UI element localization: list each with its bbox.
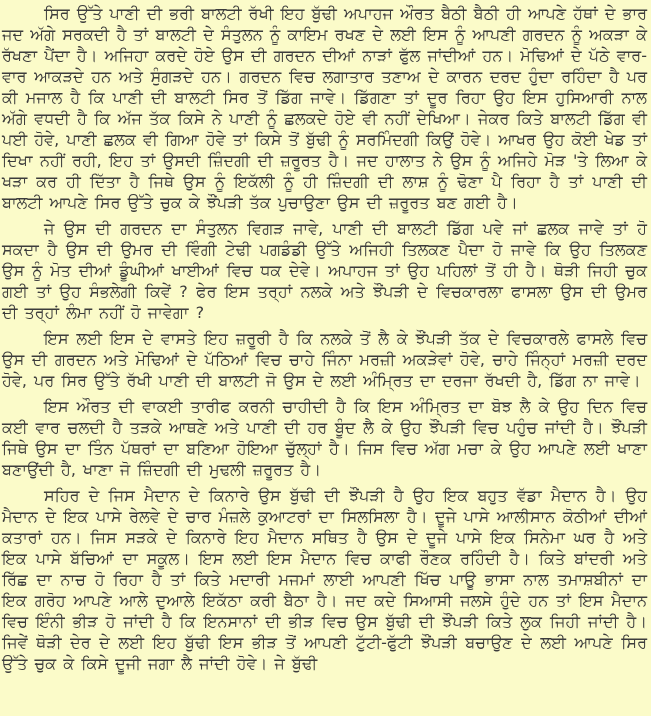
- paragraph-1: ਸਿਰ ਉੱਤੇ ਪਾਣੀ ਦੀ ਭਰੀ ਬਾਲਟੀ ਰੱਖੀ ਇਹ ਬੁੱਢੀ ਅਪਾਹਜ ਔਰਤ ਬੈਠੀ ਬੈਠੀ ਹੀ ਆਪਣੇ ਹੱਥਾਂ ਦੇ ਭਾਰ ਜਦ ਅੱਗੇ ਸਰਕਦੀ ਹੈ ਤਾਂ ਬਾਲਟੀ ਦੇ ਸੰਤੁਲਨ ਨੂੰ ਕਾਇਮ ਰਖਣ ਦੇ ਲਈ ਇਸ ਨੂੰ ਆਪਣੀ ਗਰਦਨ ਨੂੰ ਅਕੜਾ ਕੇ ਰੱਖਣਾ ਪੈਂਦਾ ਹੈ। ਅਜਿਹਾ ਕਰਦੇ ਹੋਏ ਉਸ ਦੀ ਗਰਦਨ ਦੀਆਂ ਨਾੜਾਂ ਫੁੱਲ ਜਾਂਦੀਆਂ ਹਨ। ਮੋਢਿਆਂ ਦੇ ਪੱਠੇ ਵਾਰ-ਵਾਰ ਆਕੜਦੇ ਹਨ ਅਤੇ ਸੁੰਗੜਦੇ ਹਨ। ਗਰਦਨ ਵਿਚ ਲਗਾਤਾਰ ਤਣਾਅ ਦੇ ਕਾਰਨ ਦਰਦ ਹੁੰਦਾ ਰਹਿੰਦਾ ਹੈ ਪਰ ਕੀ ਮਜਾਲ ਹੈ ਕਿ ਪਾਣੀ ਦੀ ਬਾਲਟੀ ਸਿਰ ਤੋਂ ਡਿੱਗ ਜਾਵੇ। ਡਿੱਗਣਾ ਤਾਂ ਦੂਰ ਰਿਹਾ ਉਹ ਇਸ ਹੁਸਿਆਰੀ ਨਾਲ ਅੱਗੇ ਵਧਦੀ ਹੈ ਕਿ ਅੱਜ ਤੱਕ ਕਿਸੇ ਨੇ ਪਾਣੀ ਨੂੰ ਛਲਕਦੇ ਹੋਏ ਵੀ ਨਹੀਂ ਦੇਖਿਆ। ਜੇਕਰ ਕਿਤੇ ਬਾਲਟੀ ਡਿੱਗ ਵੀ ਪਈ ਹੋਵੇ, ਪਾਣੀ ਛਲਕ ਵੀ ਗਿਆ ਹੋਵੇ ਤਾਂ ਕਿਸੇ ਤੋਂ ਬੁੱਢੀ ਨੂੰ ਸਰਮਿੰਦਗੀ ਕਿਉਂ ਹੋਵੇ। ਆਖਰ ਉਹ ਕੋਈ ਖੇਡ ਤਾਂ ਦਿਖਾ ਨਹੀਂ ਰਹੀ, ਇਹ ਤਾਂ ਉਸਦੀ ਜ਼ਿੰਦਗੀ ਦੀ ਜ਼ਰੂਰਤ ਹੈ। ਜਦ ਹਾਲਾਤ ਨੇ ਉਸ ਨੂੰ ਅਜਿਹੇ ਮੋੜ 'ਤੇ ਲਿਆ ਕੇ ਖੜਾ ਕਰ ਹੀ ਦਿੱਤਾ ਹੈ ਜਿਥੇ ਉਸ ਨੂੰ ਇਕੱਲੀ ਨੂੰ ਹੀ ਜ਼ਿੰਦਗੀ ਦੀ ਲਾਸ਼ ਨੂੰ ਢੋਣਾ ਪੈ ਰਿਹਾ ਹੈ ਤਾਂ ਪਾਣੀ ਦੀ ਬਾਲਟੀ ਆਪਣੇ ਸਿਰ ਉੱਤੇ ਚੁਕ ਕੇ ਝੌਂਪੜੀ ਤੱਕ ਪੁਚਾਉਣਾ ਉਸ ਦੀ ਜ਼ਰੂਰਤ ਬਣ ਗਈ ਹੈ।: [2, 4, 647, 212]
- paragraph-2: ਜੇ ਉਸ ਦੀ ਗਰਦਨ ਦਾ ਸੰਤੁਲਨ ਵਿਗੜ ਜਾਵੇ, ਪਾਣੀ ਦੀ ਬਾਲਟੀ ਡਿੱਗ ਪਵੇ ਜਾਂ ਛਲਕ ਜਾਵੇ ਤਾਂ ਹੋ ਸਕਦਾ ਹੈ ਉਸ ਦੀ ਉਮਰ ਦੀ ਵਿੰਗੀ ਟੇਢੀ ਪਗਡੰਡੀ ਉੱਤੇ ਅਜਿਹੀ ਤਿਲਕਣ ਪੈਦਾ ਹੋ ਜਾਵੇ ਕਿ ਉਹ ਤਿਲਕਣ ਉਸ ਨੂੰ ਮੋਤ ਦੀਆਂ ਡੂੰਘੀਆਂ ਖਾਈਆਂ ਵਿਚ ਧਕ ਦੇਵੇ। ਅਪਾਹਜ ਤਾਂ ਉਹ ਪਹਿਲਾਂ ਤੋਂ ਹੀ ਹੈ। ਥੋੜੀ ਜਿਹੀ ਚੁਕ ਗਈ ਤਾਂ ਉਹ ਸੰਭਲੇਗੀ ਕਿਵੇਂ ? ਫੇਰ ਇਸ ਤਰ੍ਹਾਂ ਨਲਕੇ ਅਤੇ ਝੌਂਪੜੀ ਦੇ ਵਿਚਕਾਰਲਾ ਫਾਸਲਾ ਉਸ ਦੀ ਉਮਰ ਦੀ ਤਰ੍ਹਾਂ ਲੰਮਾ ਨਹੀਂ ਹੋ ਜਾਵੇਗਾ ?: [2, 219, 647, 322]
- paragraph-5: ਸਹਿਰ ਦੇ ਜਿਸ ਮੈਦਾਨ ਦੇ ਕਿਨਾਰੇ ਉਸ ਬੁੱਢੀ ਦੀ ਝੌਂਪੜੀ ਹੈ ਉਹ ਇਕ ਬਹੁਤ ਵੱਡਾ ਮੈਦਾਨ ਹੈ। ਉਹ ਮੈਦਾਨ ਦੇ ਇਕ ਪਾਸੇ ਰੇਲਵੇ ਦੇ ਚਾਰ ਮੰਜ਼ਲੇ ਕੁਆਟਰਾਂ ਦਾ ਸਿਲਸਿਲਾ ਹੈ। ਦੂਜੇ ਪਾਸੇ ਆਲੀਸਾਨ ਕੋਠੀਆਂ ਦੀਆਂ ਕਤਾਰਾਂ ਹਨ। ਜਿਸ ਸੜਕੇ ਦੇ ਕਿਨਾਰੇ ਇਹ ਮੈਦਾਨ ਸਥਿਤ ਹੈ ਉਸ ਦੇ ਦੂਜੇ ਪਾਸੇ ਇਕ ਸਿਨੇਮਾ ਘਰ ਹੈ ਅਤੇ ਇਕ ਪਾਸੇ ਬੱਚਿਆਂ ਦਾ ਸਕੂਲ। ਇਸ ਲਈ ਇਸ ਮੈਦਾਨ ਵਿਚ ਕਾਫੀ ਰੌਣਕ ਰਹਿੰਦੀ ਹੈ। ਕਿਤੇ ਬਾਂਦਰੀ ਅਤੇ ਰਿੱਛ ਦਾ ਨਾਚ ਹੋ ਰਿਹਾ ਹੈ ਤਾਂ ਕਿਤੇ ਮਦਾਰੀ ਮਜਮਾਂ ਲਾਈ ਆਪਣੀ ਖਿੱਚ ਪਾਊ ਭਾਸਾ ਨਾਲ ਤਮਾਸ਼ਬੀਨਾਂ ਦਾ ਇਕ ਗਰੋਹ ਆਪਣੇ ਆਲੇ ਦੁਆਲੇ ਇਕੱਠਾ ਕਰੀ ਬੈਠਾ ਹੈ। ਜਦ ਕਦੇ ਸਿਆਸੀ ਜਲਸੇ ਹੁੰਦੇ ਹਨ ਤਾਂ ਇਸ ਮੈਦਾਨ ਵਿਚ ਇੰਨੀ ਭੀੜ ਹੋ ਜਾਂਦੀ ਹੈ ਕਿ ਇਨਸਾਨਾਂ ਦੀ ਭੀੜ ਵਿਚ ਉਸ ਬੁੱਢੀ ਦੀ ਝੌਂਪੜੀ ਕਿਤੇ ਲੁਕ ਜਿਹੀ ਜਾਂਦੀ ਹੈ। ਜਿਵੇਂ ਥੋੜੀ ਦੇਰ ਦੇ ਲਈ ਇਹ ਬੁੱਢੀ ਇਸ ਭੀੜ ਤੋਂ ਆਪਣੀ ਟੁੱਟੀ-ਫੁੱਟੀ ਝੌਂਪੜੀ ਬਚਾਉਣ ਦੇ ਲਈ ਆਪਣੇ ਸਿਰ ਉੱਤੇ ਚੁਕ ਕੇ ਕਿਸੇ ਦੂਜੀ ਜਗਾ ਲੈ ਜਾਂਦੀ ਹੋਵੇ। ਜੇ ਬੁੱਢੀ: [2, 486, 647, 673]
- paragraph-4: ਇਸ ਔਰਤ ਦੀ ਵਾਕਈ ਤਾਰੀਫ ਕਰਨੀ ਚਾਹੀਦੀ ਹੈ ਕਿ ਇਸ ਅੰਮ੍ਰਿਤ ਦਾ ਬੋਝ ਲੈ ਕੇ ਉਹ ਦਿਨ ਵਿਚ ਕਈ ਵਾਰ ਚਲਦੀ ਹੈ ਤੜਕੇ ਆਥਣੇ ਅਤੇ ਪਾਣੀ ਦੀ ਹਰ ਬੂੰਦ ਲੈ ਕੇ ਉਹ ਝੌਂਪੜੀ ਵਿਚ ਪਹੁੰਚ ਜਾਂਦੀ ਹੈ। ਝੌਂਪੜੀ ਜਿਥੇ ਉਸ ਦਾ ਤਿੰਨ ਪੱਥਰਾਂ ਦਾ ਬਣਿਆ ਹੋਇਆ ਚੁੱਲ੍ਹਾਂ ਹੈ। ਜਿਸ ਵਿਚ ਅੱਗ ਮਚਾ ਕੇ ਉਹ ਆਪਣੇ ਲਈ ਖਾਣਾ ਬਣਾਉਂਦੀ ਹੈ, ਖਾਣਾ ਜੋ ਜ਼ਿੰਦਗੀ ਦੀ ਮੁਢਲੀ ਜ਼ਰੂਰਤ ਹੈ।: [2, 397, 647, 479]
- paragraph-3: ਇਸ ਲਈ ਇਸ ਦੇ ਵਾਸਤੇ ਇਹ ਜ਼ਰੂਰੀ ਹੈ ਕਿ ਨਲਕੇ ਤੋਂ ਲੈ ਕੇ ਝੌਂਪੜੀ ਤੱਕ ਦੇ ਵਿਚਕਾਰਲੇ ਫਾਸਲੇ ਵਿਚ ਉਸ ਦੀ ਗਰਦਨ ਅਤੇ ਮੋਢਿਆਂ ਦੇ ਪੱਠਿਆਂ ਵਿਚ ਚਾਹੇ ਜਿੰਨਾ ਮਰਜ਼ੀ ਅਕੜੇਵਾਂ ਹੋਵੇ, ਚਾਹੇ ਜਿੰਨ੍ਹਾਂ ਮਰਜ਼ੀ ਦਰਦ ਹੋਵੇ, ਪਰ ਸਿਰ ਉੱਤੇ ਰੱਖੀ ਪਾਣੀ ਦੀ ਬਾਲਟੀ ਜੋ ਉਸ ਦੇ ਲਈ ਅੰਮ੍ਰਿਤ ਦਾ ਦਰਜਾ ਰੱਖਦੀ ਹੈ, ਡਿੱਗ ਨਾ ਜਾਵੇ।: [2, 329, 647, 390]
